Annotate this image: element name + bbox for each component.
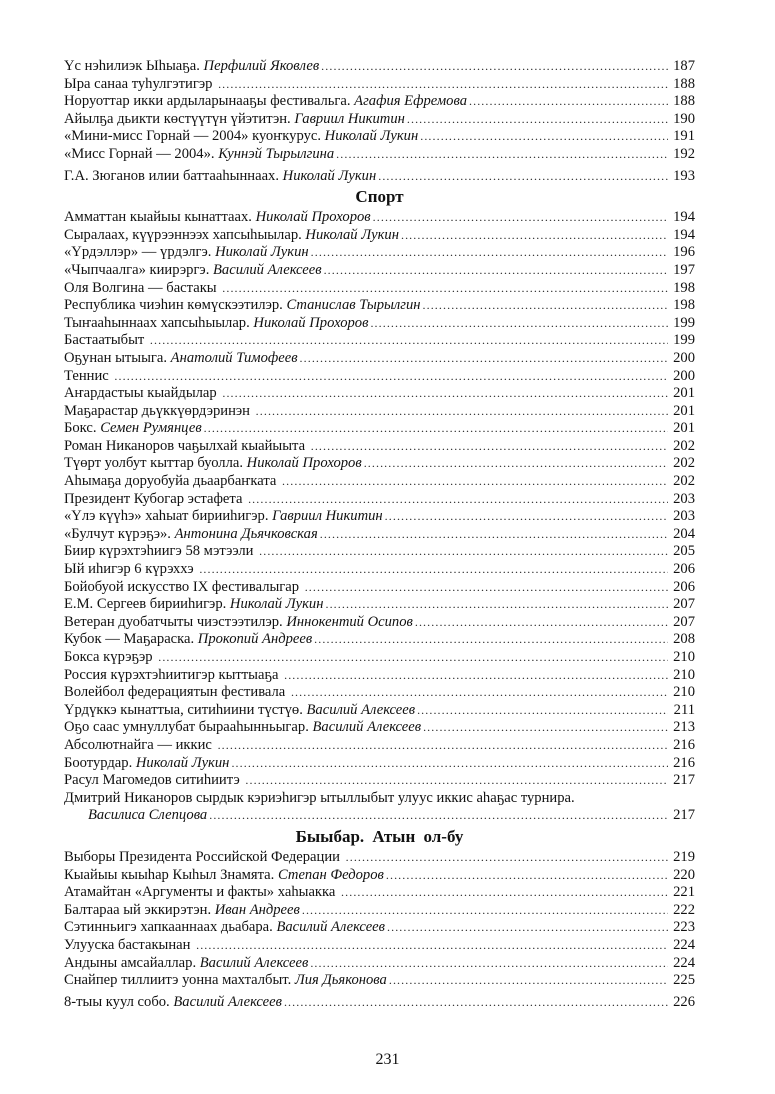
dot-leader [282,473,668,491]
dot-leader [423,297,669,315]
entry-title: Норуоттар икки ардыларынааҕы фестивальга. [64,93,351,110]
entry-page: 196 [673,244,695,261]
entry-page: 194 [673,209,695,226]
section-heading: Спорт [355,187,404,207]
toc-entry [64,972,695,990]
toc-entry [64,262,695,280]
dot-leader [386,867,668,885]
entry-page: 203 [673,508,695,525]
toc-entry [64,772,695,790]
entry-title: Андыны амсайаллар. [64,954,197,971]
entry-author: Гавриил Никитин [272,508,383,525]
entry-title: Расул Магомедов ситиһиитэ [64,772,240,789]
entry-title: Теннис [64,367,109,384]
entry-page: 220 [673,866,695,883]
entry-title: Кубок — Маҕараска. [64,631,195,648]
toc-entry [64,684,695,702]
entry-title: «Үрдэллэр» — үрдэлгэ. [64,244,212,261]
dot-leader [346,849,668,867]
dot-leader [311,438,668,456]
entry-title: Улууска бастакынан [64,936,191,953]
entry-page: 221 [673,884,695,901]
toc-entry [64,350,695,368]
toc-entry [64,543,695,561]
entry-title: Амматтан кыайыы кынаттаах. [64,209,252,226]
entry-title: Бойобуой искусство IX фестивалыгар [64,578,300,595]
entry-author: Василий Алексеев [213,261,322,278]
entry-title: 8-тыы куул собо. [64,993,170,1010]
dot-leader [417,702,668,720]
toc-entry [64,508,695,526]
entry-page: 187 [673,58,695,74]
toc-entry [64,719,695,737]
entry-title: Үс нэһилиэк Ыһыаҕа. [64,58,200,74]
dot-leader [300,350,668,368]
entry-author: Николай Лукин [305,226,399,243]
toc-entry [64,631,695,649]
dot-leader [373,209,668,227]
entry-page: 206 [673,561,695,578]
entry-page: 188 [673,75,695,92]
toc-entry [64,209,695,227]
entry-title: Сыралаах, күүрээннээх хапсыһыылар. [64,226,302,243]
toc-entry [64,884,695,902]
entry-page: 201 [673,420,695,437]
dot-leader [387,919,668,937]
toc-section-elections-misc [64,827,695,1011]
dot-leader [284,667,668,685]
toc-entry [64,455,695,473]
entry-author: Николай Лукин [229,596,324,613]
toc-section-sport [64,187,695,825]
entry-title: Бокса күрэҕэр [64,649,153,665]
toc-entry [64,146,695,164]
entry-page: 201 [673,402,695,419]
entry-author: Николай Лукин [324,128,419,145]
entry-page: 210 [673,666,695,683]
dot-leader [469,93,668,111]
toc-entry [64,649,695,667]
dot-leader [420,128,668,146]
toc-entry [64,420,695,438]
entry-page: 222 [673,901,695,918]
toc-entry [64,867,695,885]
entry-page: 200 [673,349,695,366]
toc-entry [64,244,695,262]
dot-leader [320,526,668,544]
toc-entry [64,473,695,491]
toc-entry [64,526,695,544]
entry-page: 193 [673,167,695,184]
toc-entry [64,315,695,333]
entry-page: 197 [673,261,695,278]
entry-page: 198 [673,297,695,314]
entry-page: 203 [673,490,695,507]
entry-page: 223 [673,919,695,936]
dot-leader [218,76,668,94]
entry-page: 226 [673,993,695,1010]
entry-title: Ыра санаа туһулгэтигэр [64,75,213,92]
dot-leader [158,649,668,667]
entry-author: Семен Румянцев [100,420,202,437]
entry-continuation [64,807,695,825]
entry-title: Дмитрий Никаноров сырдык кэриэһигэр ытыллыбыт улуус иккис аһаҕас турнира. [64,789,575,806]
dot-leader [259,543,668,561]
toc-entry [64,955,695,973]
dot-leader [321,58,668,76]
entry-page: 210 [673,684,695,701]
entry-title: Е.М. Сергеев бирииһигэр. [64,596,227,613]
dot-leader [341,884,668,902]
toc-entry [64,438,695,456]
dot-leader [222,280,668,298]
dot-leader [407,111,668,129]
entry-page: 202 [673,473,695,490]
entry-author: Прокопий Андреев [197,631,313,648]
toc-entry [64,168,695,186]
toc-entry [64,403,695,421]
entry-author: Перфилий Яковлев [203,58,320,74]
entry-page: 216 [673,754,695,771]
entry-title: Оҕунан ытыыга. [64,349,168,366]
toc-entry [64,561,695,579]
toc-entry [64,596,695,614]
entry-title: Атамайтан «Аргументы и факты» хаһыакка [64,884,336,901]
dot-leader [245,772,668,790]
entry-author: Василий Алексеев [312,719,422,736]
entry-title: «Чыпчаалга» киирэргэ. [64,261,210,278]
dot-leader [196,937,668,955]
entry-author: Станислав Тырылгин [286,297,421,314]
entry-title: Аһымаҕа доруобуйа дьаарбаҥката [64,473,277,490]
entry-title: Выборы Президента Российской Федерации [64,848,340,865]
toc-entry [64,937,695,955]
dot-leader [423,719,668,737]
dot-leader [302,902,668,920]
entry-author: Агафия Ефремова [354,93,467,110]
entry-title: Бокс. [64,420,97,437]
toc-entry [64,93,695,111]
entry-author: Иннокентий Осипов [286,613,413,630]
toc-entry [64,76,695,94]
entry-author: Степан Федоров [277,866,384,883]
entry-title: Россия күрэхтэһиитигэр кыттыаҕа [64,666,279,683]
entry-title: Ый иһигэр 6 күрэххэ [64,561,194,578]
entry-title: «Үлэ күүһэ» хаһыат бирииһигэр. [64,508,269,525]
entry-page: 202 [673,455,695,472]
entry-title: Маҕарастар дьүккүөрдэринэн [64,402,250,419]
entry-title: Тыҥааһыннаах хапсыһыылар. [64,314,250,331]
entry-title: Боотурдар. [64,754,133,771]
dot-leader [370,315,668,333]
entry-author: Василий Алексеев [306,701,416,718]
entry-page: 213 [673,719,695,736]
entry-author: Николай Лукин [282,167,377,184]
dot-leader [385,508,668,526]
entry-title: Оля Волгина — бастакы [64,279,217,296]
toc-entry [64,280,695,298]
entry-page: 224 [673,954,695,971]
entry-title: Снайпер тиллиитэ уонна махталбыт. [64,972,292,989]
dot-leader [325,596,668,614]
toc-entry [64,667,695,685]
dot-leader [314,631,668,649]
entry-page: 199 [673,332,695,349]
entry-author: Николай Прохоров [253,314,369,331]
toc-section-misc [64,58,695,185]
toc-entry [64,111,695,129]
toc-entry [64,368,695,386]
table-of-contents [64,58,695,1011]
dot-leader [284,994,668,1012]
dot-leader [204,420,668,438]
entry-page: 219 [673,848,695,865]
entry-page: 206 [673,578,695,595]
entry-author: Гавриил Никитин [294,110,405,127]
dot-leader [291,684,668,702]
toc-entry [64,297,695,315]
entry-title: Республика чиэһин көмүскээтилэр. [64,297,283,314]
entry-page: 202 [673,437,695,454]
entry-author: Николай Лукин [135,754,230,771]
dot-leader [336,146,668,164]
entry-title: Айылҕа дьикти көстүүтүн үйэтитэн. [64,110,291,127]
dot-leader [114,368,668,386]
entry-title: Үрдүккэ кынаттыа, ситиһиини түстүө. [64,701,303,718]
entry-title: Биир күрэхтэһиигэ 58 мэтээли [64,543,254,560]
entry-title: Г.А. Зюганов илии баттааһыннаах. [64,167,279,184]
entry-title: Сэтинньигэ хапкааннаах дьабара. [64,919,273,936]
dot-leader [378,168,668,186]
dot-leader [310,955,668,973]
dot-leader [256,403,668,421]
toc-entry [64,755,695,773]
entry-page: 201 [673,385,695,402]
entry-author: Антонина Дьячковская [174,525,318,542]
dot-leader [248,491,668,509]
entry-title: Ветеран дуобатчыты чиэстээтилэр. [64,613,283,630]
dot-leader [364,455,668,473]
toc-entry [64,902,695,920]
entry-title: «Булчут күрэҕэ». [64,525,171,542]
entry-page: 204 [673,525,695,542]
entry-page: 191 [673,128,695,145]
entry-page: 208 [673,631,695,648]
dot-leader [401,227,668,245]
toc-entry [64,579,695,597]
dot-leader [199,561,668,579]
dot-leader [324,262,668,280]
toc-entry [64,332,695,350]
section-heading: Быыбар. Атын ол-бу [295,826,464,846]
entry-title: Түөрт уолбут кыттар буолла. [64,455,244,472]
entry-page: 217 [673,772,695,789]
entry-title: Аҥардастыы кыайдылар [64,385,217,402]
dot-leader [209,807,668,825]
entry-author: Лия Дьяконова [294,972,387,989]
entry-title: Президент Кубогар эстафета [64,490,243,507]
toc-entry [64,702,695,720]
entry-author: Куннэй Тырылгина [218,145,335,162]
dot-leader [305,579,668,597]
entry-page: 188 [673,93,695,110]
dot-leader [150,332,668,350]
dot-leader [311,244,668,262]
entry-page: 198 [673,279,695,296]
toc-entry [64,919,695,937]
entry-page: 216 [673,736,695,753]
page-number: 231 [375,1051,400,1068]
toc-entry [64,227,695,245]
entry-page: 200 [673,367,695,384]
entry-page: 194 [673,226,695,243]
entry-title: «Мисс Горнай — 2004». [64,145,215,162]
entry-author: Василий Алексеев [199,954,309,971]
entry-page: 224 [673,936,695,953]
entry-page: 207 [673,613,695,630]
entry-title: Кыайыы кыыһар Кыһыл Знамята. [64,866,275,883]
toc-entry [64,385,695,403]
entry-page: 199 [673,314,695,331]
entry-page: 207 [673,596,695,613]
toc-entry [64,58,695,76]
entry-title: Абсолютнайга — иккис [64,736,212,753]
toc-entry-wrapped [64,790,695,825]
entry-title: Волейбол федерациятын фестивала [64,684,286,701]
entry-page: 210 [673,649,695,665]
entry-page: 192 [673,145,695,162]
toc-entry [64,128,695,146]
entry-title: Бастаатыбыт [64,332,145,349]
dot-leader [415,614,668,632]
entry-page: 217 [673,807,695,824]
entry-author: Николай Лукин [215,244,309,261]
dot-leader [389,972,668,990]
toc-entry [64,994,695,1012]
toc-entry [64,491,695,509]
entry-title: Роман Никаноров чаҕылхай кыайыыта [64,437,306,454]
entry-author: Анатолий Тимофеев [170,349,298,366]
entry-page: 225 [673,972,695,989]
dot-leader [231,755,668,773]
dot-leader [218,737,668,755]
toc-entry [64,737,695,755]
entry-author: Василий Алексеев [276,919,385,936]
entry-author: Василий Алексеев [173,993,282,1010]
toc-entry [64,614,695,632]
entry-author: Василиса Слепцова [88,807,208,824]
entry-page: 205 [673,543,695,560]
entry-page: 211 [673,701,695,718]
entry-title: «Мини-мисс Горнай — 2004» куоҥкурус. [64,128,321,145]
entry-page: 190 [673,110,695,127]
toc-entry [64,849,695,867]
entry-title: Оҕо саас умнуллубат быраaһынньыгар. [64,719,309,736]
entry-title: Балтараа ый эккирэтэн. [64,901,212,918]
entry-author: Николай Прохоров [246,455,362,472]
dot-leader [222,385,668,403]
entry-author: Николай Прохоров [255,209,371,226]
entry-author: Иван Андреев [214,901,300,918]
